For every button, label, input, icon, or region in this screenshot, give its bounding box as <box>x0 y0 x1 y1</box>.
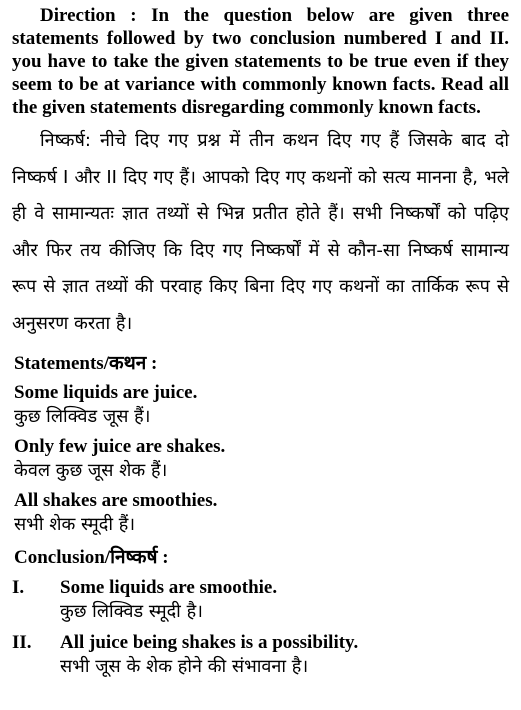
statements-heading: Statements/कथन : <box>14 353 158 374</box>
statement-2 <box>14 435 509 484</box>
statement-1 <box>14 381 509 430</box>
conclusion-number: II. <box>12 632 32 653</box>
statement-english: Some liquids are juice. <box>14 382 198 403</box>
conclusion-english: Some liquids are smoothie. <box>60 577 278 598</box>
conclusion-hindi: कुछ लिक्विड स्मूदी है। <box>60 601 203 622</box>
statement-hindi: कुछ लिक्विड जूस हैं। <box>14 406 151 427</box>
conclusion-body <box>60 576 277 625</box>
direction-english: Direction : In the question below are given three statements followed by two conclusion numbered I and II. you have to take the given statements to be true even if they seem to be at variance with commonly known facts. Read all the given statements disregarding commonly known facts. <box>12 5 509 118</box>
question-document <box>12 4 509 680</box>
conclusion-2 <box>12 631 509 680</box>
statement-3 <box>14 489 509 538</box>
statement-hindi: केवल कुछ जूस शेक हैं। <box>14 460 168 481</box>
statement-english: Only few juice are shakes. <box>14 436 226 457</box>
conclusion-number: I. <box>12 577 25 598</box>
conclusion-body <box>60 631 358 680</box>
conclusion-english: All juice being shakes is a possibility. <box>60 632 359 653</box>
conclusions-heading: Conclusion/निष्कर्ष : <box>14 547 169 568</box>
statement-hindi: सभी शेक स्मूदी हैं। <box>14 514 136 535</box>
statement-english: All shakes are smoothies. <box>14 490 218 511</box>
conclusion-1 <box>12 576 509 625</box>
conclusion-hindi: सभी जूस के शेक होने की संभावना है। <box>60 656 309 677</box>
direction-hindi: निष्कर्ष: नीचे दिए गए प्रश्न में तीन कथन दिए गए हैं जिसके बाद दो निष्कर्ष I और II दिए गए हैं। आपको दिए गए कथनों को सत्य मानना है, भले ही वे सामान्यतः ज्ञात तथ्यों से भिन्न प्रतीत होते हैं। सभी निष्कर्षों को पढ़िए और फिर तय कीजिए कि दिए गए निष्कर्षों में से कौन-सा निष्कर्ष सामान्य रूप से ज्ञात तथ्यों की परवाह किए बिना दिए गए कथनों का तार्किक रूप से अनुसरण करता है। <box>12 130 509 334</box>
